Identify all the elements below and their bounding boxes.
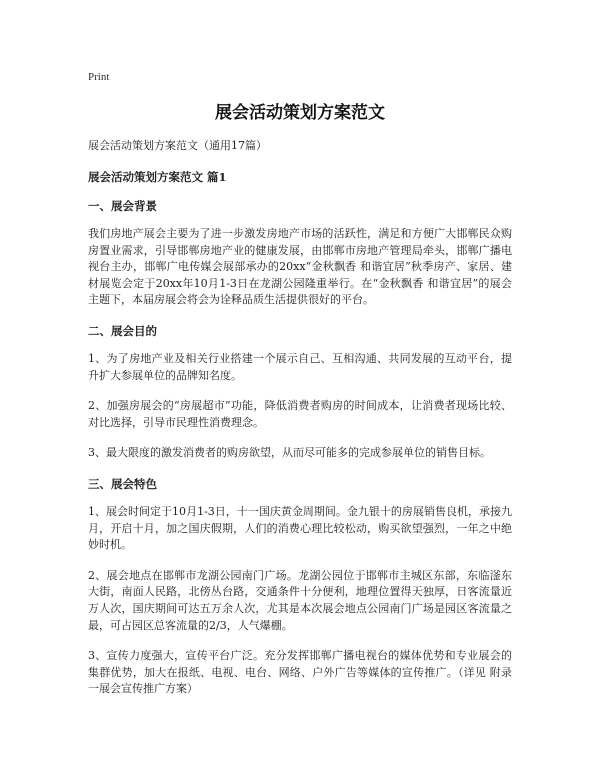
paragraph: 1、展会时间定于10月1-3日，十一国庆黄金周期间。金九银十的房展销售良机，承接九月，开启十月，加之国庆假期，人们的消费心理比较松动，购买欲望强烈，一年之中绝妙时机。 <box>88 504 512 552</box>
paragraph: 1、为了房地产业及相关行业搭建一个展示自己、互相沟通、共同发展的互动平台，提升扩大参展单位的品牌知名度。 <box>88 351 512 382</box>
section-heading: 一、展会背景 <box>88 199 157 213</box>
document-title: 展会活动策划方案范文 <box>215 103 385 123</box>
print-label: Print <box>88 71 110 83</box>
paragraph: 3、最大限度的激发消费者的购房欲望，从而尽可能多的完成参展单位的销售目标。 <box>88 446 491 460</box>
section-background <box>88 198 512 309</box>
section-features <box>88 476 512 698</box>
article-heading: 展会活动策划方案范文 篇1 <box>88 170 227 184</box>
section-heading: 三、展会特色 <box>88 476 157 491</box>
section-heading: 二、展会目的 <box>88 323 157 338</box>
paragraph: 2、加强房展会的“房展超市”功能，降低消费者购房的时间成本，让消费者现场比较、对比选择，引导市民理性消费理念。 <box>88 399 512 429</box>
paragraph: 3、宣传力度强大，宣传平台广泛。充分发挥邯郸广播电视台的媒体优势和专业展会的集群优势，加大在报纸、电视、电台、网络、户外广告等媒体的宣传推广。（详见 附录一展会宣传推广方案） <box>88 649 512 696</box>
paragraph: 我们房地产展会主要为了进一步激发房地产市场的活跃性，满足和方便广大邯郸民众购房置业需求，引导邯郸房地产业的健康发展，由邯郸市房地产管理局牵头，邯郸广播电视台主办，邯郸广电传媒会展部承办的20xx“金秋飘香 和谐宜居”秋季房产、家居、建材展览会定于20xx年10月1-3日在龙湖公园隆重举行。在“金秋飘香 和谐宜居”的展会主题下，本届房展会将会为诠释品质生活提供很好的平台。 <box>88 227 512 307</box>
paragraph: 2、展会地点在邯郸市龙湖公园南门广场。龙湖公园位于邯郸市主城区东部，东临滏东大街，南面人民路，北傍丛台路，交通条件十分便利，地理位置得天独厚，日客流量近万人次，国庆期间可达五万余人次，尤其是本次展会地点公园南门广场是园区客流量之最，可占园区总客流量的2/3，人气爆棚。 <box>88 568 512 632</box>
document-subtitle: 展会活动策划方案范文（通用17篇） <box>88 139 267 152</box>
section-purpose <box>88 323 512 462</box>
